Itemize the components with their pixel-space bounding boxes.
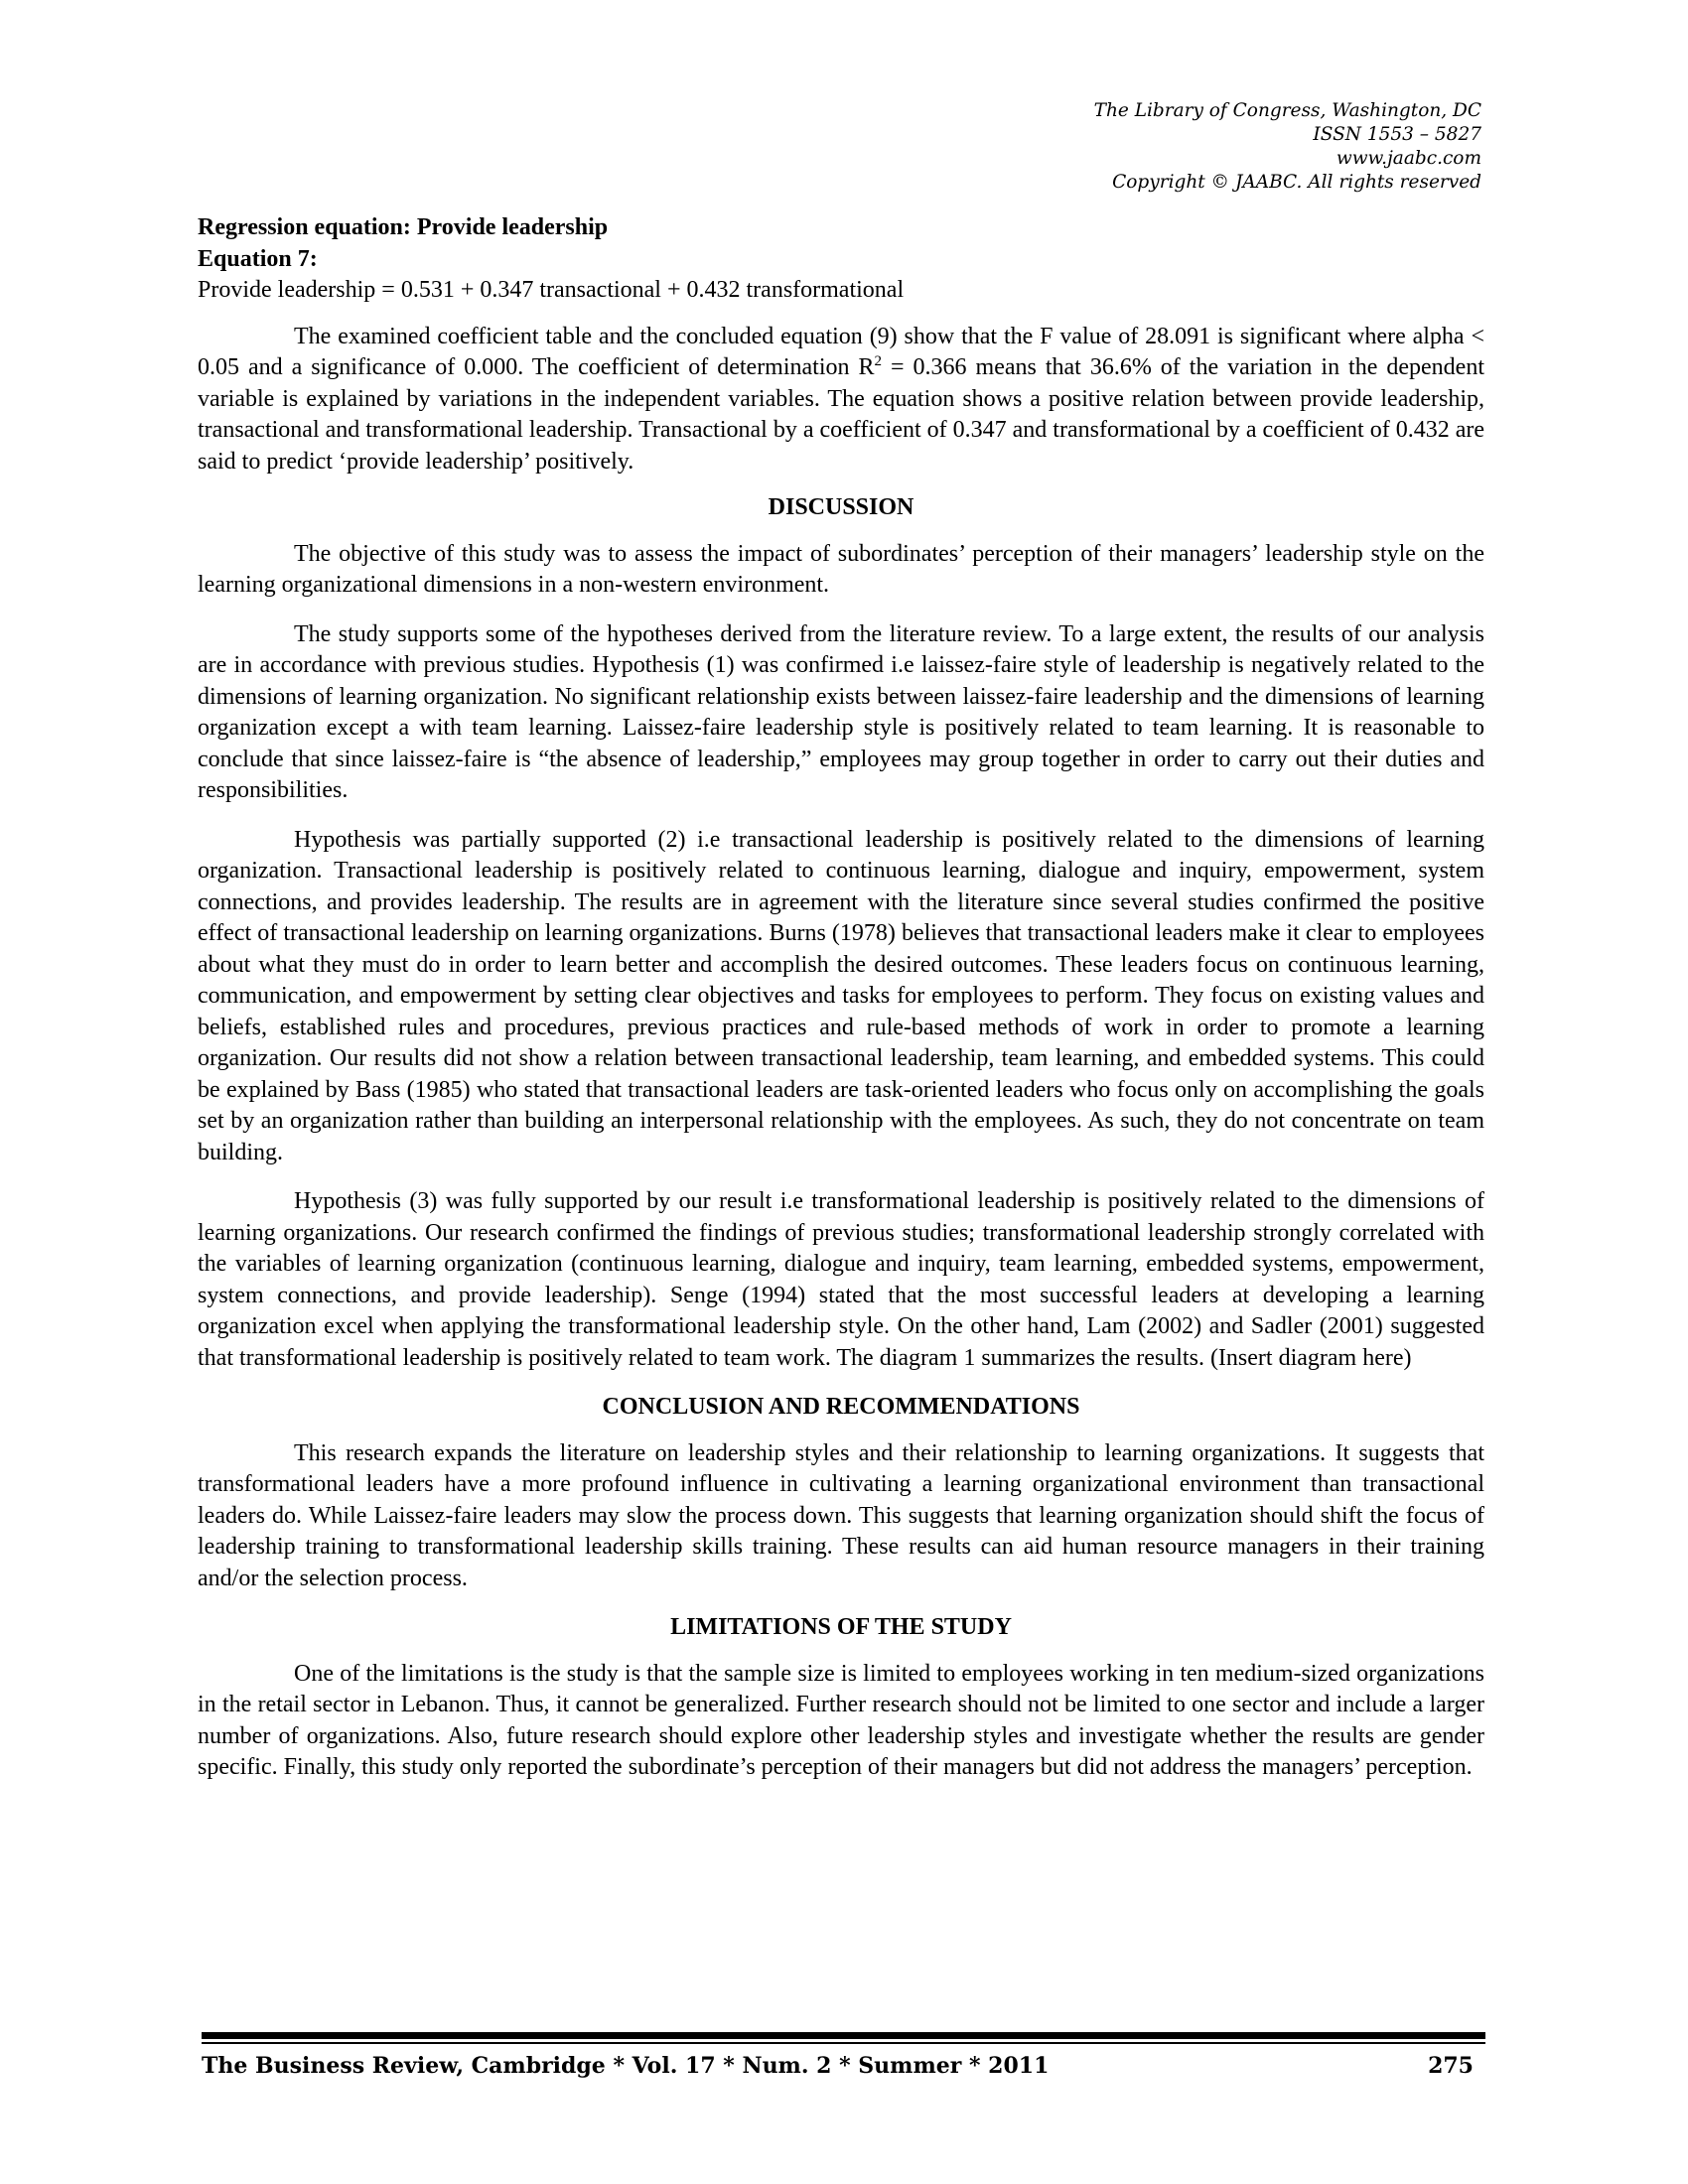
limitations-paragraph: One of the limitations is the study is that the sample size is limited to employees working in ten medium-sized organizations in the retail sector in Lebanon. Thus, it cannot be generalized. Further research should not be limited to one sector and include a larger number of organizations. Also, future research should explore other leadership styles and investigate whether the results are gender specific. Finally, this study only reported the subordinate’s perception of their managers but did not address the managers’ perception. bbox=[198, 1660, 1484, 1780]
discussion-paragraph-1: The objective of this study was to assess the impact of subordinates’ perception of their managers’ leadership style on the learning organizational dimensions in a non-western environment. bbox=[198, 540, 1484, 598]
regression-text-post: = 0.366 means that 36.6% of the variation in the dependent variable is explained by variations in the independent variables. The equation shows a positive relation between provide leadership, transactional and transformational leadership. Transactional by a coefficient of 0.347 and transformational by a coefficient of 0.432 are said to predict ‘provide leadership’ positively. bbox=[198, 354, 1485, 475]
discussion-heading: DISCUSSION bbox=[768, 494, 914, 520]
conclusion-paragraph: This research expands the literature on leadership styles and their relationship to learning organizations. It suggests that transformational leaders have a more profound influence in cultivating a learning organizational environment than transactional leaders do. While Laissez-faire leaders may slow the process down. This suggests that learning organization should shift the focus of leadership training to transformational leadership skills training. These results can aid human resource managers in their training and/or the selection process. bbox=[198, 1439, 1484, 1591]
footer-rule bbox=[202, 2032, 1485, 2044]
equation-label: Equation 7: bbox=[198, 245, 318, 272]
regression-text-pre: The examined coefficient table and the concluded equation (9) show that the F value of 28.091 is significant where alpha < 0.05 and a significance of 0.000. The coefficient of determination R bbox=[198, 323, 1484, 380]
footer-rule-thin bbox=[202, 2042, 1485, 2044]
running-footer bbox=[202, 2053, 1485, 2079]
page-number: 275 bbox=[1428, 2053, 1474, 2079]
article-body bbox=[198, 212, 1484, 1784]
regression-paragraph bbox=[198, 322, 1484, 478]
discussion-paragraph-4: Hypothesis (3) was fully supported by our result i.e transformational leadership is positively related to the dimensions of learning organizations. Our research confirmed the findings of previous studies; transformational leadership strongly correlated with the variables of learning organization (continuous learning, dialogue and inquiry, team learning, embedded systems, empowerment, system connections, and provide leadership). Senge (1994) stated that the most successful leaders at developing a learning organization excel when applying the transformational leadership style. On the other hand, Lam (2002) and Sadler (2001) suggested that transformational leadership is positively related to team work. The diagram 1 summarizes the results. (Insert diagram here) bbox=[198, 1188, 1484, 1371]
regression-title: Regression equation: Provide leadership bbox=[198, 214, 609, 240]
header-library: The Library of Congress, Washington, DC bbox=[1093, 100, 1481, 121]
footer-rule-thick bbox=[202, 2032, 1485, 2039]
discussion-paragraph-3: Hypothesis was partially supported (2) i.e transactional leadership is positively related to the dimensions of learning organization. Transactional leadership is positively related to continuous learning, dialogue and inquiry, empowerment, system connections, and provides leadership. The results are in agreement with the literature since several studies confirmed the positive effect of transactional leadership on learning organizations. Burns (1978) believes that transactional leaders make it clear to employees about what they must do in order to learn better and accomplish the desired outcomes. These leaders focus on continuous learning, communication, and empowerment by setting clear objectives and tasks for employees to perform. They focus on existing values and beliefs, established rules and procedures, previous practices and rule-based methods of work in order to promote a learning organization. Our results did not show a relation between transactional leadership, team learning, and embedded systems. This could be explained by Bass (1985) who stated that transactional leaders are task-oriented leaders who focus only on accomplishing the goals set by an organization rather than building an interpersonal relationship with the employees. As such, they do not concentrate on team building. bbox=[198, 826, 1484, 1165]
footer-journal: The Business Review, Cambridge * Vol. 17 * Num. 2 * Summer * 2011 bbox=[202, 2053, 1050, 2079]
header-website: www.jaabc.com bbox=[1336, 148, 1481, 169]
equation: Provide leadership = 0.531 + 0.347 transactional + 0.432 transformational bbox=[198, 277, 905, 303]
limitations-heading: LIMITATIONS OF THE STUDY bbox=[670, 1614, 1012, 1640]
header-copyright: Copyright © JAABC. All rights reserved bbox=[1112, 172, 1481, 193]
running-header bbox=[1094, 99, 1481, 195]
header-issn: ISSN 1553 – 5827 bbox=[1313, 124, 1481, 145]
conclusion-heading: CONCLUSION AND RECOMMENDATIONS bbox=[602, 1394, 1080, 1420]
discussion-paragraph-2: The study supports some of the hypotheses derived from the literature review. To a large extent, the results of our analysis are in accordance with previous studies. Hypothesis (1) was confirmed i.e laissez-faire style of leadership is negatively related to the dimensions of learning organization. No significant relationship exists between laissez-faire leadership and the dimensions of learning organization except a with team learning. Laissez-faire leadership style is positively related to team learning. It is reasonable to conclude that since laissez-faire is “the absence of leadership,” employees may group together in order to carry out their duties and responsibilities. bbox=[198, 620, 1484, 803]
r-squared-superscript: 2 bbox=[874, 353, 883, 369]
